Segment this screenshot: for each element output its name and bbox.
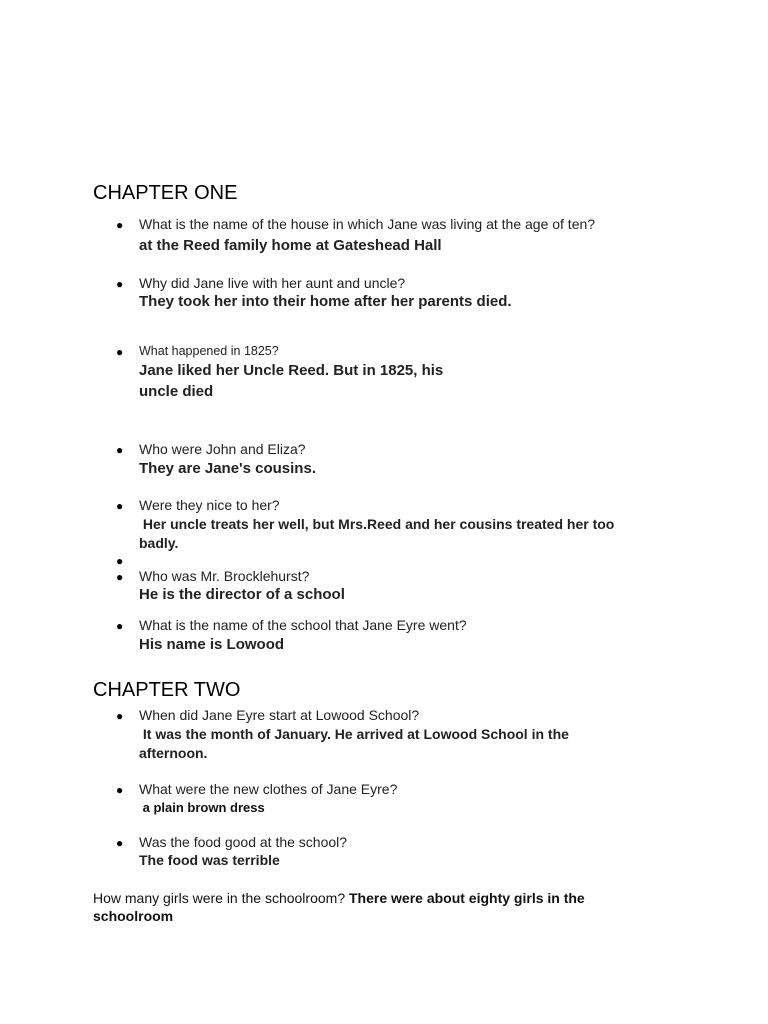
- bullet-marker: ●: [116, 554, 124, 568]
- answer: They are Jane's cousins.: [139, 460, 316, 477]
- bullet-marker: ●: [116, 619, 124, 633]
- answer-line: Her uncle treats her well, but Mrs.Reed and her cousins treated her too: [139, 516, 615, 532]
- answer: He is the director of a school: [139, 586, 345, 603]
- final-question: How many girls were in the schoolroom?: [93, 890, 346, 906]
- question: What is the name of the school that Jane Eyre went?: [139, 617, 467, 633]
- question: Who was Mr. Brocklehurst?: [139, 568, 310, 584]
- answer-line: badly.: [139, 535, 179, 551]
- answer: They took her into their home after her parents died.: [139, 293, 512, 310]
- answer: at the Reed family home at Gateshead Hall: [139, 237, 442, 254]
- bullet-marker: ●: [116, 836, 124, 850]
- bullet-marker: ●: [116, 443, 124, 457]
- answer: His name is Lowood: [139, 636, 285, 653]
- bullet-marker: ●: [116, 783, 124, 797]
- question: Were they nice to her?: [139, 497, 280, 513]
- bullet-marker: ●: [116, 345, 124, 359]
- answer: The food was terrible: [139, 852, 280, 868]
- answer-line: It was the month of January. He arrived at Lowood School in the: [139, 726, 569, 742]
- bullet-marker: ●: [116, 277, 124, 291]
- answer-line: afternoon.: [139, 745, 208, 761]
- answer-line: Jane liked her Uncle Reed. But in 1825, his: [139, 362, 444, 379]
- answer-line: uncle died: [139, 383, 214, 400]
- bullet-marker: ●: [116, 218, 124, 232]
- answer: a plain brown dress: [139, 800, 265, 815]
- bullet-marker: ●: [116, 499, 124, 513]
- final-answer-line: schoolroom: [93, 908, 174, 924]
- chapter-one-heading: CHAPTER ONE: [93, 182, 238, 204]
- question: Was the food good at the school?: [139, 834, 348, 850]
- question: What were the new clothes of Jane Eyre?: [139, 781, 398, 797]
- question: What is the name of the house in which Jane was living at the age of ten?: [139, 216, 596, 232]
- question: When did Jane Eyre start at Lowood School?: [139, 707, 420, 723]
- bullet-marker: ●: [116, 570, 124, 584]
- bullet-marker: ●: [116, 709, 124, 723]
- chapter-two-heading: CHAPTER TWO: [93, 679, 241, 701]
- question: Why did Jane live with her aunt and uncle?: [139, 275, 406, 291]
- final-answer-line: There were about eighty girls in the: [349, 890, 585, 906]
- question: What happened in 1825?: [139, 344, 279, 358]
- final-paragraph: [93, 889, 653, 925]
- question: Who were John and Eliza?: [139, 441, 306, 457]
